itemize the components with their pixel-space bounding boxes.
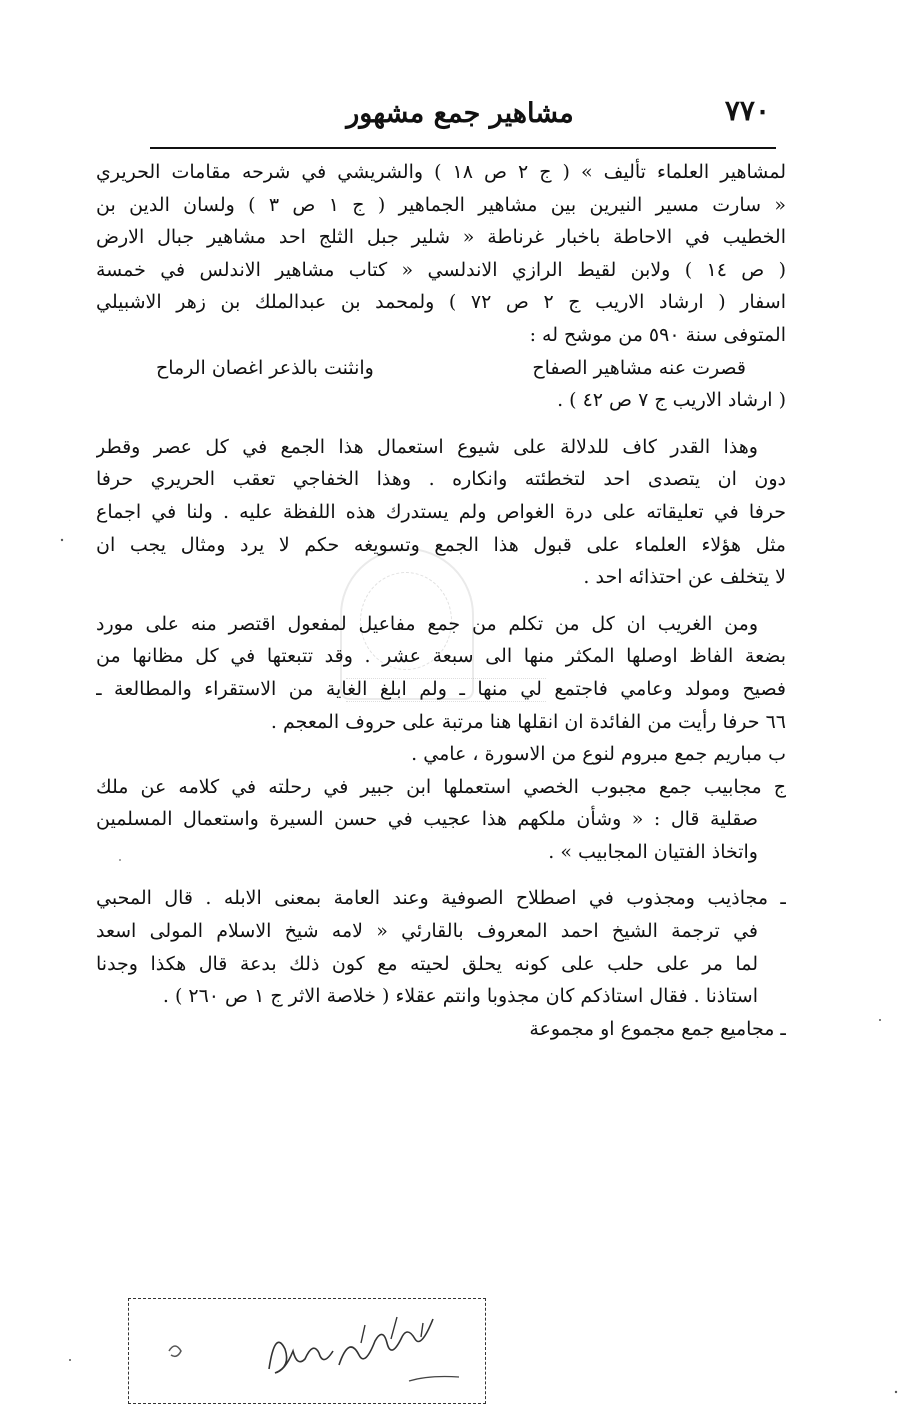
citation: ( ارشاد الاريب ج ٧ ص ٤٢ ) . bbox=[557, 389, 786, 412]
text-line: فصيح ومولد وعامي فاجتمع لي منها ـ ولم ابلغ الغاية من الاستقراء والمطالعة ـ bbox=[96, 677, 786, 700]
text-line: لمشاهير العلماء تأليف » ( ج ٢ ص ١٨ ) والشريشي في شرحه مقامات الحريري bbox=[96, 161, 786, 183]
entry-mabarim: ب مباريم جمع مبروم لنوع من الاسورة ، عامي . bbox=[411, 743, 786, 766]
text-line: لا يتخلف عن احتذائه احد . bbox=[583, 566, 786, 589]
text-line: ـ مجاذيب ومجذوب في اصطلاح الصوفية وعند العامة بمعنى الابله . قال المحبي bbox=[96, 887, 786, 910]
text-line: « سارت مسير النيرين بين مشاهير الجماهير ( ج ١ ص ٣ ) ولسان الدين بن bbox=[96, 193, 786, 216]
running-title: مشاهير جمع مشهور bbox=[346, 98, 574, 129]
text-line: ٦٦ حرفا رأيت من الفائدة ان انقلها هنا مرتبة على حروف المعجم . bbox=[270, 710, 786, 733]
text-line: المتوفى سنة ٥٩٠ من موشح له : bbox=[529, 323, 786, 346]
verse-first-hemistich: قصرت عنه مشاهير الصفاح bbox=[532, 356, 746, 379]
text-line: حرفا في تعليقاته على درة الغواص ولم يستدرك هذه اللفظة عليه . ولنا في اجماع bbox=[96, 500, 786, 523]
text-line: اسفار ( ارشاد الاريب ج ٢ ص ٧٢ ) ولمحمد بن عبدالملك بن زهر الاشبيلي bbox=[96, 291, 786, 314]
text-line: صقلية قال : « وشأن ملكهم هذا عجيب في حسن السيرة واستعمال المسلمين bbox=[96, 808, 758, 831]
text-line: الخطيب في الاحاطة باخبار غرناطة « شلير جبل الثلج احد مشاهير جبال الارض bbox=[96, 226, 786, 249]
entry-majamie: ـ مجاميع جمع مجموع او مجموعة bbox=[529, 1017, 786, 1040]
text-line: استاذنا . فقال استاذكم كان مجذوبا وانتم عقلاء ( خلاصة الاثر ج ١ ص ٢٦٠ ) . bbox=[162, 985, 758, 1008]
text-line: مثل هؤلاء العلماء على قبول هذا الجمع وتسويغه حكم لا يرد ومثال يجب ان bbox=[96, 533, 786, 556]
page-number: ٧٧٠ bbox=[724, 94, 770, 127]
text-line: لما مر على حلب على كونه يحلق لحيته مع كون ذلك بدعة قال هكذا وجدنا bbox=[96, 952, 758, 975]
text-line: في ترجمة الشيخ احمد المعروف بالقارئي « لامه شيخ الاسلام المولى اسعد bbox=[96, 920, 758, 943]
verse-second-hemistich: وانثنت بالذعر اغصان الرماح bbox=[156, 356, 374, 379]
text-line: وهذا القدر كاف للدلالة على شيوع استعمال هذا الجمع في كل عصر وقطر bbox=[96, 435, 758, 458]
text-line: واتخاذ الفتيان المجابيب » . bbox=[548, 840, 758, 863]
text-line: ( ص ١٤ ) ولابن لقيط الرازي الاندلسي « كتاب مشاهير الاندلس في خمسة bbox=[96, 258, 786, 281]
text-line: بضعة الفاظ اوصلها المكثر منها الى سبعة عشر . وقد تتبعتها في كل مظانها من bbox=[96, 645, 786, 668]
text-line: ج مجابيب جمع مجبوب الخصي استعملها ابن جبير في رحلته في كلامه عن ملك bbox=[96, 775, 786, 798]
text-line: دون ان يتصدى احد لتخطئته وانكاره . وهذا الخفاجي تعقب الحريري حرفا bbox=[96, 468, 786, 491]
text-line: ومن الغريب ان كل من تكلم من جمع مفاعيل لمفعول اقتصر منه على مورد bbox=[96, 612, 758, 635]
